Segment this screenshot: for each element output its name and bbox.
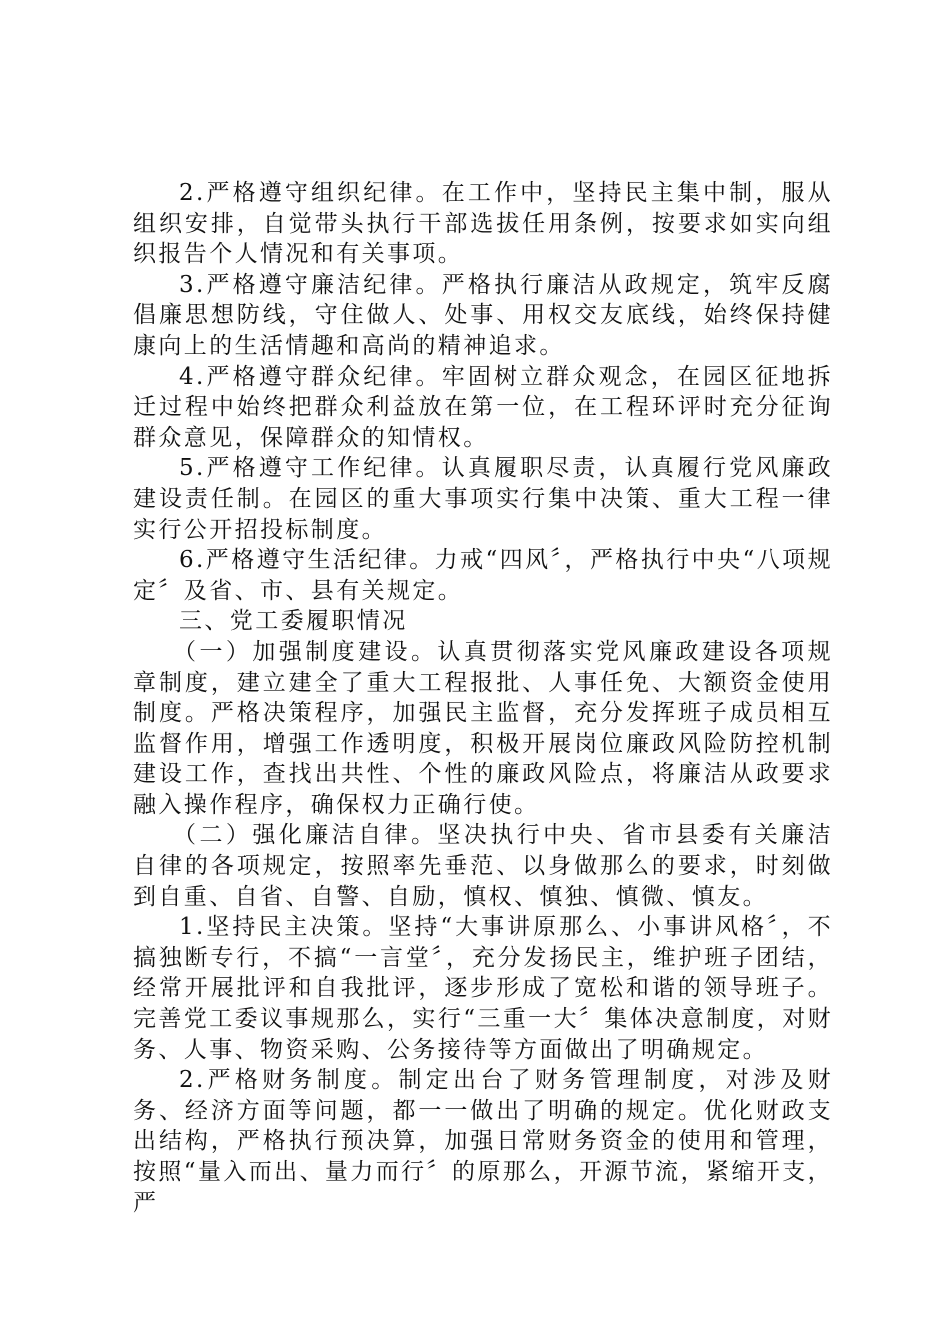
paragraph-financial-system: 2.严格财务制度。制定出台了财务管理制度，对涉及财务、经济方面等问题，都一一做出了明确的规定。优化财政支出结构，严格执行预决算，加强日常财务资金的使用和管理，按照“量入而出、量力而行〞的原那么，开源节流，紧缩开支，严 — [133, 1067, 833, 1216]
document-body — [133, 178, 833, 1218]
paragraph-mass-discipline: 4.严格遵守群众纪律。牢固树立群众观念，在园区征地拆迁过程中始终把群众利益放在第一位，在工程环评时充分征询群众意见，保障群众的知情权。 — [133, 363, 833, 451]
paragraph-life-discipline: 6.严格遵守生活纪律。力戒“四风〞，严格执行中央“八项规定〞及省、市、县有关规定。 — [133, 547, 833, 604]
section-heading-duty-performance: 三、党工委履职情况 — [179, 608, 408, 635]
paragraph-organization-discipline: 2.严格遵守组织纪律。在工作中，坚持民主集中制，服从组织安排，自觉带头执行干部选拔任用条例，按要求如实向组织报告个人情况和有关事项。 — [133, 180, 833, 268]
paragraph-democratic-decision: 1.坚持民主决策。坚持“大事讲原那么、小事讲风格〞，不搞独断专行，不搞“一言堂〞，充分发扬民主，维护班子团结，经常开展批评和自我批评，逐步形成了宽松和谐的领导班子。完善党工委议事规那么，实行“三重一大〞集体决意制度，对财务、人事、物资采购、公务接待等方面做出了明确规定。 — [133, 914, 833, 1063]
paragraph-work-discipline: 5.严格遵守工作纪律。认真履职尽责，认真履行党风廉政建设责任制。在园区的重大事项实行集中决策、重大工程一律实行公开招投标制度。 — [133, 455, 833, 543]
paragraph-self-discipline: （二）强化廉洁自律。坚决执行中央、省市县委有关廉洁自律的各项规定，按照率先垂范、以身做那么的要求，时刻做到自重、自省、自警、自励，慎权、慎独、慎微、慎友。 — [133, 822, 833, 910]
paragraph-integrity-discipline: 3.严格遵守廉洁纪律。严格执行廉洁从政规定，筑牢反腐倡廉思想防线，守住做人、处事、用权交友底线，始终保持健康向上的生活情趣和高尚的精神追求。 — [133, 271, 833, 359]
paragraph-system-building: （一）加强制度建设。认真贯彻落实党风廉政建设各项规章制度，建立建全了重大工程报批、人事任免、大额资金使用制度。严格决策程序，加强民主监督，充分发挥班子成员相互监督作用，增强工作透明度，积极开展岗位廉政风险防控机制建设工作，查找出共性、个性的廉政风险点，将廉洁从政要求融入操作程序，确保权力正确行使。 — [133, 638, 833, 818]
